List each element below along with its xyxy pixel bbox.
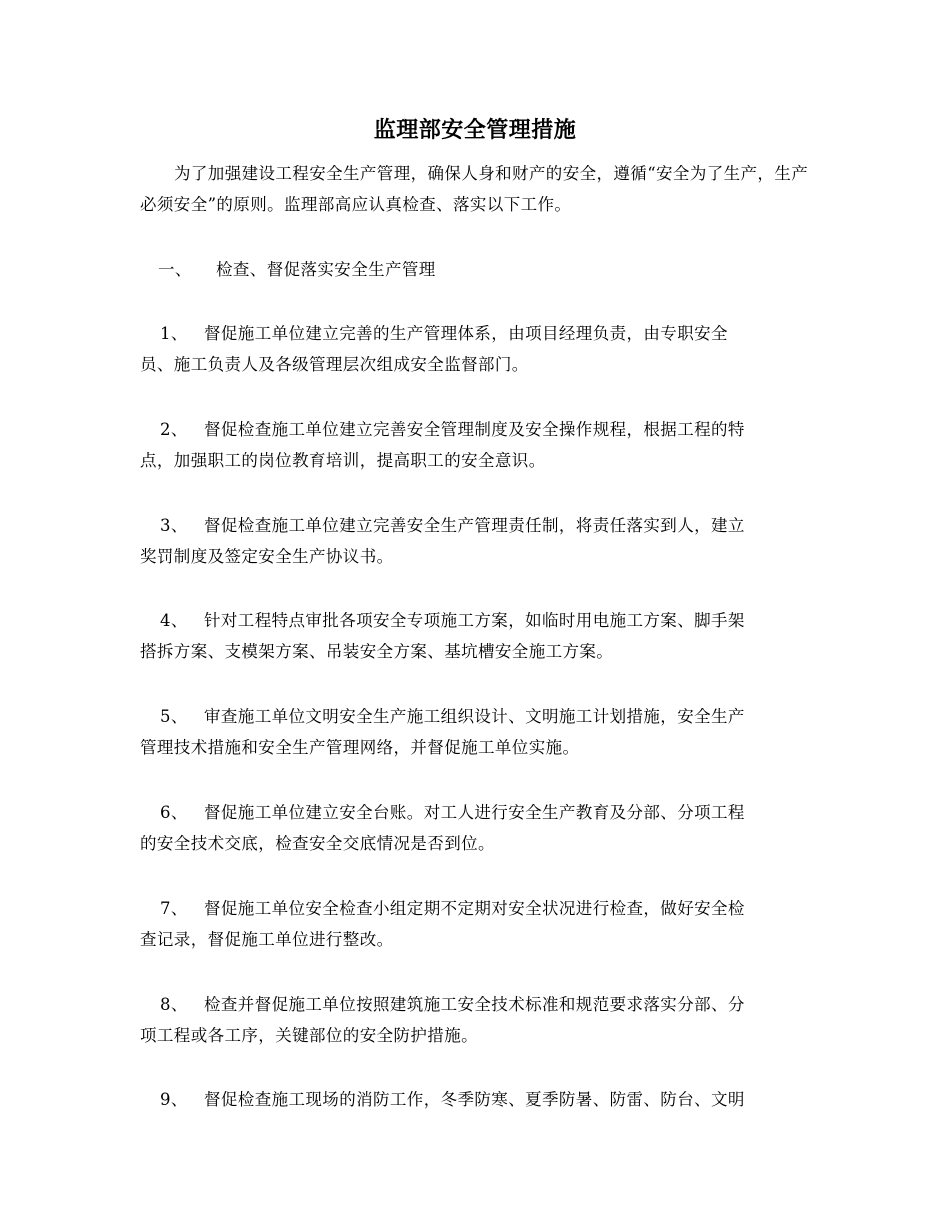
- list-item-5: [140, 701, 810, 763]
- item-number: 1、: [160, 324, 188, 343]
- document-title: 监理部安全管理措施: [373, 117, 577, 143]
- item-text-line1: 督促检查施工单位建立完善安全管理制度及安全操作规程，根据工程的特: [204, 420, 745, 439]
- intro-paragraph: 为了加强建设工程安全生产管理，确保人身和财产的安全，遵循“安全为了生产，生产必须安全”的原则。监理部高应认真检查、落实以下工作。: [140, 164, 809, 214]
- item-text-line2: 管理技术措施和安全生产管理网络，并督促施工单位实施。: [140, 738, 580, 757]
- list-item-4: [140, 605, 810, 667]
- item-text-line2: 搭拆方案、支模架方案、吊装安全方案、基坑槽安全施工方案。: [140, 642, 614, 661]
- item-number: 9、: [160, 1090, 188, 1109]
- item-number: 4、: [160, 611, 188, 630]
- list-item-6: [140, 797, 810, 859]
- item-number: 3、: [160, 516, 188, 535]
- section-number: 一、: [158, 260, 192, 279]
- list-item-2: [140, 414, 810, 476]
- item-number: 8、: [160, 995, 188, 1014]
- item-number: 6、: [160, 803, 188, 822]
- item-number: 7、: [160, 899, 188, 918]
- list-item-8: [140, 989, 810, 1051]
- item-number: 2、: [160, 420, 188, 439]
- item-text-line1: 督促施工单位建立安全台账。对工人进行安全生产教育及分部、分项工程: [204, 803, 745, 822]
- list-item-9: [140, 1084, 810, 1115]
- item-text-line1: 督促施工单位安全检查小组定期不定期对安全状况进行检查，做好安全检: [204, 899, 745, 918]
- item-text-line1: 检查并督促施工单位按照建筑施工安全技术标准和规范要求落实分部、分: [204, 995, 745, 1014]
- list-item-1: [140, 318, 810, 380]
- item-text-line2: 的安全技术交底，检查安全交底情况是否到位。: [140, 834, 495, 853]
- item-text-line2: 查记录，督促施工单位进行整改。: [140, 930, 394, 949]
- item-text-line2: 项工程或各工序，关键部位的安全防护措施。: [140, 1026, 478, 1045]
- list-item-7: [140, 893, 810, 955]
- item-text-line2: 点，加强职工的岗位教育培训，提高职工的安全意识。: [140, 451, 546, 470]
- section-heading: [140, 254, 810, 285]
- item-text-line1: 审查施工单位文明安全生产施工组织设计、文明施工计划措施，安全生产: [204, 707, 745, 726]
- item-text-line2: 员、施工负责人及各级管理层次组成安全监督部门。: [140, 355, 529, 374]
- item-number: 5、: [160, 707, 188, 726]
- item-text-line1: 针对工程特点审批各项安全专项施工方案，如临时用电施工方案、脚手架: [204, 611, 745, 630]
- section-title: 检查、督促落实安全生产管理: [216, 260, 436, 279]
- item-text-line2: 奖罚制度及签定安全生产协议书。: [140, 547, 394, 566]
- item-text-line1: 督促检查施工现场的消防工作，冬季防寒、夏季防暑、防雷、防台、文明: [204, 1090, 745, 1109]
- list-item-3: [140, 510, 810, 572]
- item-text-line1: 督促施工单位建立完善的生产管理体系，由项目经理负责，由专职安全: [204, 324, 728, 343]
- item-text-line1: 督促检查施工单位建立完善安全生产管理责任制，将责任落实到人，建立: [204, 516, 745, 535]
